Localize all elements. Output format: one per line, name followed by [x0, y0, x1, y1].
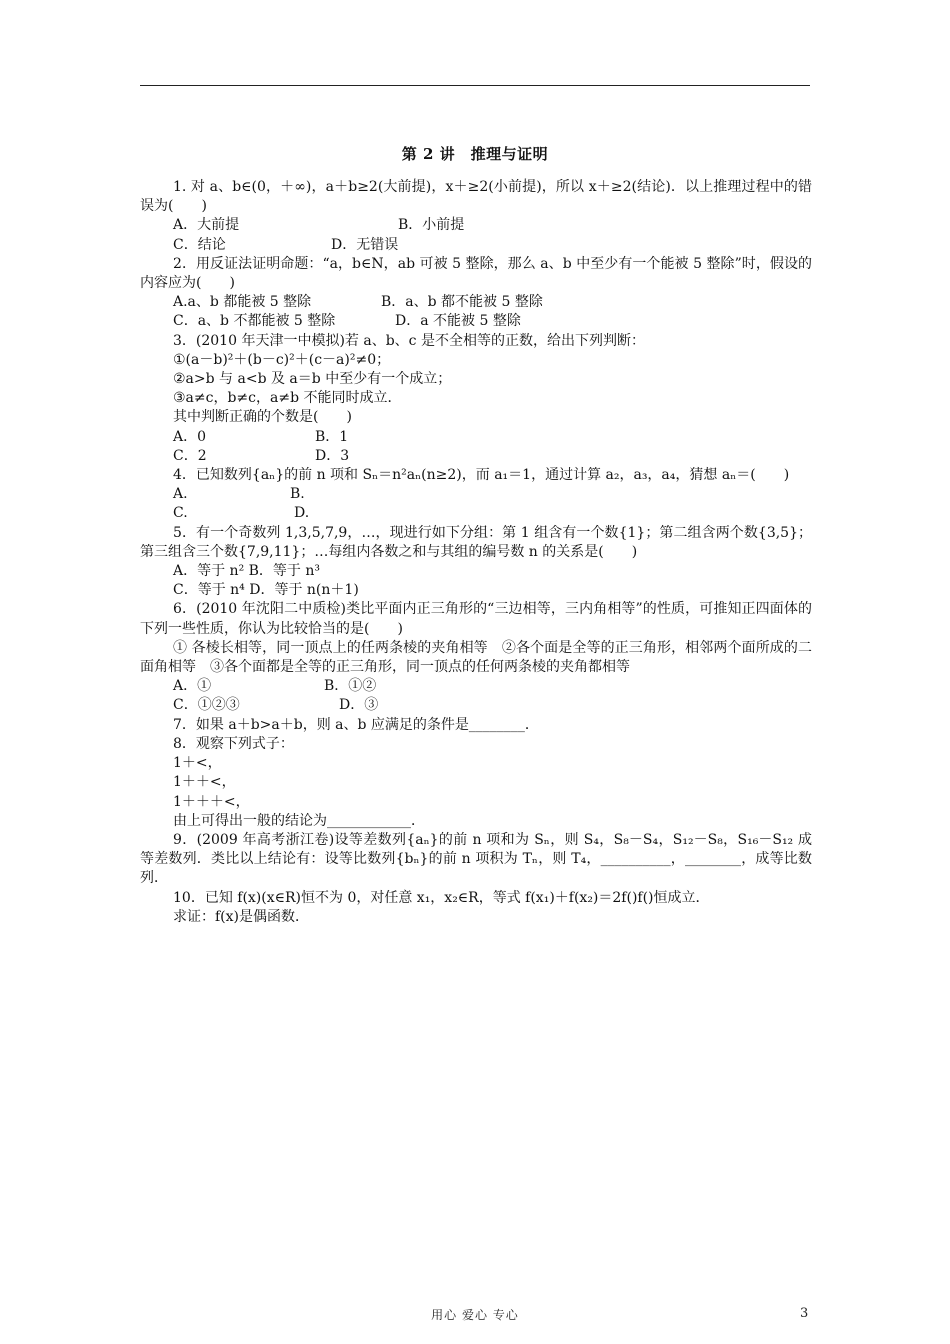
page-title: 第 2 讲 推理与证明	[401, 145, 549, 163]
option-a: A．大前提	[173, 217, 240, 234]
question-1-options-ab	[140, 216, 812, 235]
question-3-ask: 其中判断正确的个数是( )	[173, 409, 352, 426]
question-7-stem: 7．如果 a＋b>a＋b，则 a、b 应满足的条件是________．	[173, 716, 539, 733]
option-c: C.	[173, 505, 188, 522]
question-10-prove: 求证：f(x)是偶函数．	[173, 908, 310, 925]
question-8-ask: 由上可得出一般的结论为____________．	[173, 812, 425, 829]
option-a: A.	[173, 486, 188, 503]
question-3-options-cd	[140, 447, 812, 466]
question-4-options-ab	[140, 485, 812, 504]
question-6-stem: 6．(2010 年沈阳二中质检)类比平面内正三角形的“三边相等，三内角相等”的性质，可推知正四面体的下列一些性质，你认为比较恰当的是( )	[140, 601, 812, 637]
question-9-stem: 9．(2009 年高考浙江卷)设等差数列{aₙ}的前 n 项和为 Sₙ，则 S₄，S₈－S₄，S₁₂－S₈，S₁₆－S₁₂ 成等差数列．类比以上结论有：设等比数列{bₙ}的前 n 项积为 Tₙ，则 T₄，__________，________，成等比数列．	[140, 831, 812, 887]
option-d: D．③	[339, 697, 379, 714]
question-5-options-ab: A．等于 n² B．等于 n³	[173, 563, 321, 580]
option-b: B．①②	[324, 678, 377, 695]
header-rule	[140, 85, 810, 86]
statement-1: ①(a－b)²＋(b－c)²＋(c－a)²≠0；	[173, 351, 391, 368]
formula-line-3: 1＋＋＋<，	[173, 793, 250, 810]
option-d: D．无错误	[331, 236, 399, 253]
question-6-options-ab	[140, 677, 812, 696]
formula-line-1: 1＋<，	[173, 755, 222, 772]
option-b: B．小前提	[398, 217, 465, 234]
question-8-stem: 8．观察下列式子：	[173, 735, 294, 752]
option-d: D．a 不能被 5 整除	[395, 313, 521, 330]
option-a: A．①	[173, 678, 212, 695]
option-c: C．a、b 不都能被 5 整除	[173, 313, 336, 330]
option-a: A.a、b 都能被 5 整除	[173, 294, 312, 311]
option-c: C．①②③	[173, 697, 240, 714]
question-5-options-cd: C．等于 n⁴ D．等于 n(n＋1)	[173, 582, 359, 599]
option-c: C．2	[173, 447, 207, 464]
question-3-options-ab	[140, 428, 812, 447]
question-1-options-cd	[140, 236, 812, 255]
option-b: B.	[290, 486, 305, 503]
question-2-stem: 2．用反证法证明命题：“a，b∈N，ab 可被 5 整除，那么 a、b 中至少有一个能被 5 整除”时，假设的内容应为( )	[140, 255, 812, 292]
question-3-stem: 3．(2010 年天津一中模拟)若 a、b、c 是不全相等的正数，给出下列判断：	[173, 332, 645, 349]
option-d: D.	[294, 505, 310, 522]
formula-line-2: 1＋＋<，	[173, 774, 236, 791]
option-b: B．1	[315, 428, 349, 445]
option-b: B．a、b 都不能被 5 整除	[381, 294, 543, 311]
option-c: C．结论	[173, 236, 226, 253]
statement-2: ②a>b 与 a<b 及 a＝b 中至少有一个成立；	[173, 371, 452, 388]
question-4-stem: 4．已知数列{aₙ}的前 n 项和 Sₙ＝n²aₙ(n≥2)，而 a₁＝1，通过计算 a₂，a₃，a₄，猜想 aₙ＝( )	[173, 467, 790, 484]
footer-motto: 用心 爱心 专心	[431, 1308, 519, 1322]
question-1-stem: 1. 对 a、b∈(0，＋∞)，a＋b≥2(大前提)，x＋≥2(小前提)，所以 x＋≥2(结论)．以上推理过程中的错误为( )	[140, 179, 812, 215]
option-a: A．0	[173, 428, 207, 445]
statement-3: ③a≠c，b≠c，a≠b 不能同时成立．	[173, 390, 402, 407]
page-number: 3	[800, 1306, 809, 1321]
option-d: D．3	[315, 447, 350, 464]
question-5-stem: 5．有一个奇数列 1,3,5,7,9，…，现进行如下分组：第 1 组含有一个数{1}；第二组含两个数{3,5}；第三组含三个数{7,9,11}；…每组内各数之和与其组的编号数 n 的关系是( )	[140, 524, 812, 560]
question-6-options-cd	[140, 696, 812, 715]
question-10-stem: 10．已知 f(x)(x∈R)恒不为 0，对任意 x₁，x₂∈R，等式 f(x₁)＋f(x₂)＝2f()f()恒成立．	[173, 889, 710, 906]
question-2-options-ab	[140, 293, 812, 312]
worksheet-body	[140, 178, 812, 927]
question-4-options-cd	[140, 504, 812, 523]
question-6-properties: ① 各棱长相等，同一顶点上的任两条棱的夹角相等 ②各个面是全等的正三角形，相邻两个面所成的二面角相等 ③各个面都是全等的正三角形，同一顶点的任何两条棱的夹角都相等	[140, 639, 812, 676]
question-2-options-cd	[140, 312, 812, 331]
